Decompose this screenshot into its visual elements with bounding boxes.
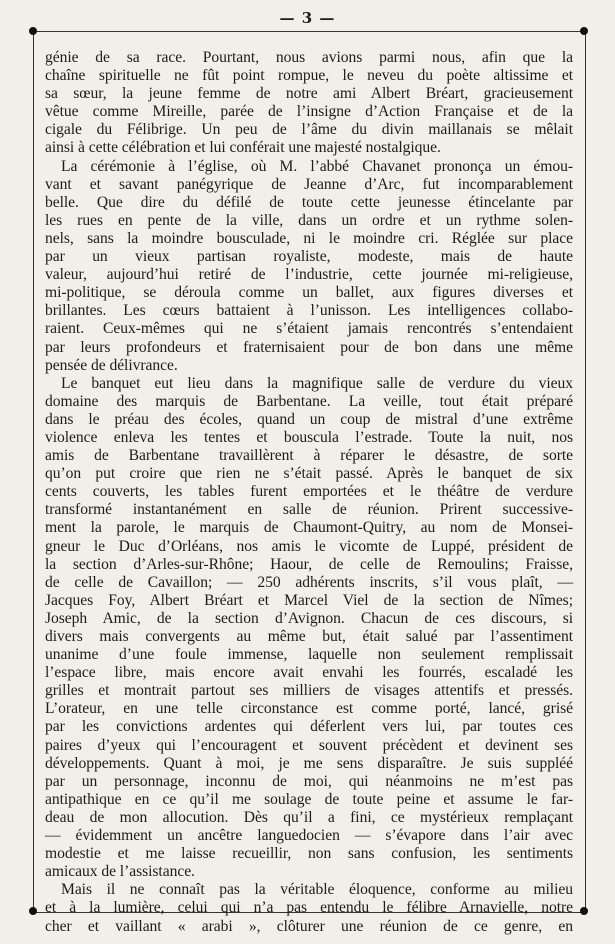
text-line: raient. Ceux-mêmes qui ne s’étaient jamais rencontrés s’entendaient — [45, 320, 573, 338]
text-line: de celle de Cavaillon; — 250 adhérents inscrits, s’il vous plaît, — — [45, 573, 573, 591]
text-line: vêtue comme Mireille, parée de l’insigne d’Action Française et de la — [45, 103, 573, 121]
text-line: vant et savant panégyrique de Jeanne d’Arc, fut incomparablement — [45, 175, 573, 193]
text-line: dans le préau des écoles, quand un coup de mistral d’une extrême — [45, 410, 573, 428]
text-line: paires d’yeux qui l’encouragent et souvent précèdent et devinent ses — [45, 736, 573, 754]
text-line: La cérémonie à l’église, où M. l’abbé Chavanet prononça un émou- — [61, 157, 573, 175]
page-number: — 3 — — [279, 9, 336, 27]
text-line: la section d’Arles-sur-Rhône; Haour, de celle de Remoulins; Fraisse, — [45, 555, 573, 573]
text-line: amicaux de l’assistance. — [45, 863, 195, 881]
text-line: Jacques Foy, Albert Bréart et Marcel Viel de la section de Nîmes; — [45, 591, 573, 609]
text-line: belle. Que dire du défilé de toute cette jeunesse étincelante par — [45, 193, 573, 211]
text-line: chaîne spirituelle ne fût point rompue, le neveu du poète altissime et — [45, 67, 573, 85]
text-line: antipathique en ce qu’il me soulage de toute peine et assume le far- — [45, 790, 573, 808]
text-line: par un personnage, inconnu de moi, qui néanmoins ne m’est pas — [45, 772, 573, 790]
text-line: ment la parole, le marquis de Chaumont-Quitry, au nom de Monsei- — [45, 519, 573, 537]
text-line: génie de sa race. Pourtant, nous avions parmi nous, afin que la — [45, 49, 573, 66]
text-line: cigale du Félibrige. Un peu de l’âme du divin maillanais se mêlait — [45, 121, 573, 139]
text-line: nels, sans la moindre bousculade, ni le moindre cri. Réglée sur place — [45, 229, 573, 247]
text-line: modestie et me laisse recueillir, non sans confusion, les sentiments — [45, 845, 573, 863]
corner-ornament — [29, 907, 37, 915]
text-line: mi-politique, se déroula comme un ballet, aux figures diverses et — [45, 284, 573, 302]
text-line: les rues en pente de la ville, dans un ordre et un rythme solen- — [45, 211, 573, 229]
text-line: qu’on put croire que rien ne s’était passé. Après le banquet de six — [45, 465, 573, 483]
corner-ornament — [580, 907, 588, 915]
text-line: deau de mon allocution. Dès qu’il a fini, ce mystérieux remplaçant — [45, 808, 573, 826]
text-line: gneur le Duc d’Orléans, nos amis le vicomte de Luppé, président de — [45, 537, 573, 555]
text-line: développements. Quant à moi, je me sens disparaître. Je suis suppléé — [45, 754, 573, 772]
paragraph — [45, 375, 573, 882]
text-line: brillantes. Les cœurs battaient à l’unisson. Les intelligences collabo- — [45, 302, 573, 320]
text-line: par leurs profondeurs et fraternisaient pour de bon dans une même — [45, 338, 573, 356]
paragraph — [45, 881, 573, 935]
body-text — [45, 49, 573, 936]
corner-ornament — [580, 27, 588, 35]
text-line: cents couverts, les tables furent emportées et le théâtre de verdure — [45, 483, 573, 501]
text-line: ainsi à cette célébration et lui conférait une majesté nostalgique. — [45, 139, 441, 157]
text-line: l’espace libre, mais encore avait envahi les fourrés, escaladé les — [45, 664, 573, 682]
text-line: sa sœur, la jeune femme de notre ami Albert Bréart, gracieusement — [45, 85, 573, 103]
text-line: transformé instantanément en salle de réunion. Prirent successive- — [45, 501, 573, 519]
text-line: pensée de délivrance. — [45, 356, 178, 374]
text-line: unanime d’une foule immense, laquelle non seulement remplissait — [45, 646, 573, 664]
text-line: L’orateur, en une telle circonstance est comme porté, lancé, grisé — [45, 700, 573, 718]
text-line: par un vieux partisan royaliste, modeste, mais de haute — [45, 248, 573, 266]
text-line: domaine des marquis de Barbentane. La veille, tout était préparé — [45, 392, 573, 410]
corner-ornament — [29, 27, 37, 35]
text-line: grilles et montrait partout ses milliers de visages attentifs et pressés. — [45, 682, 573, 700]
text-line: Joseph Amic, de la section d’Avignon. Chacun de ces discours, si — [45, 609, 573, 627]
text-line: — évidemment un ancêtre languedocien — s’évapore dans l’air avec — [45, 827, 573, 845]
text-line: Le banquet eut lieu dans la magnifique salle de verdure du vieux — [61, 374, 573, 392]
text-line: divers mais convergents au même but, était salué par l’assentiment — [45, 628, 573, 645]
text-line: et à la lumière, celui qui n’a pas entendu le félibre Arnavielle, notre — [45, 899, 573, 917]
text-line: valeur, aujourd’hui retiré de l’industrie, cette journée mi-religieuse, — [45, 266, 573, 284]
text-line: violence enleva les tentes et bouscula l’estrade. Toute la nuit, nos — [45, 428, 573, 446]
paragraph — [45, 158, 573, 375]
text-line: amis de Barbentane travaillèrent à réparer le désastre, de sorte — [45, 447, 573, 465]
paragraph — [45, 49, 573, 158]
text-line: Mais il ne connaît pas la véritable éloquence, conforme au milieu — [61, 881, 573, 899]
text-line: cher et vaillant « arabi », clôturer une réunion de ce genre, en — [45, 917, 573, 935]
text-line: par les convictions ardentes qui déferlent vers lui, par toutes ces — [45, 718, 573, 736]
